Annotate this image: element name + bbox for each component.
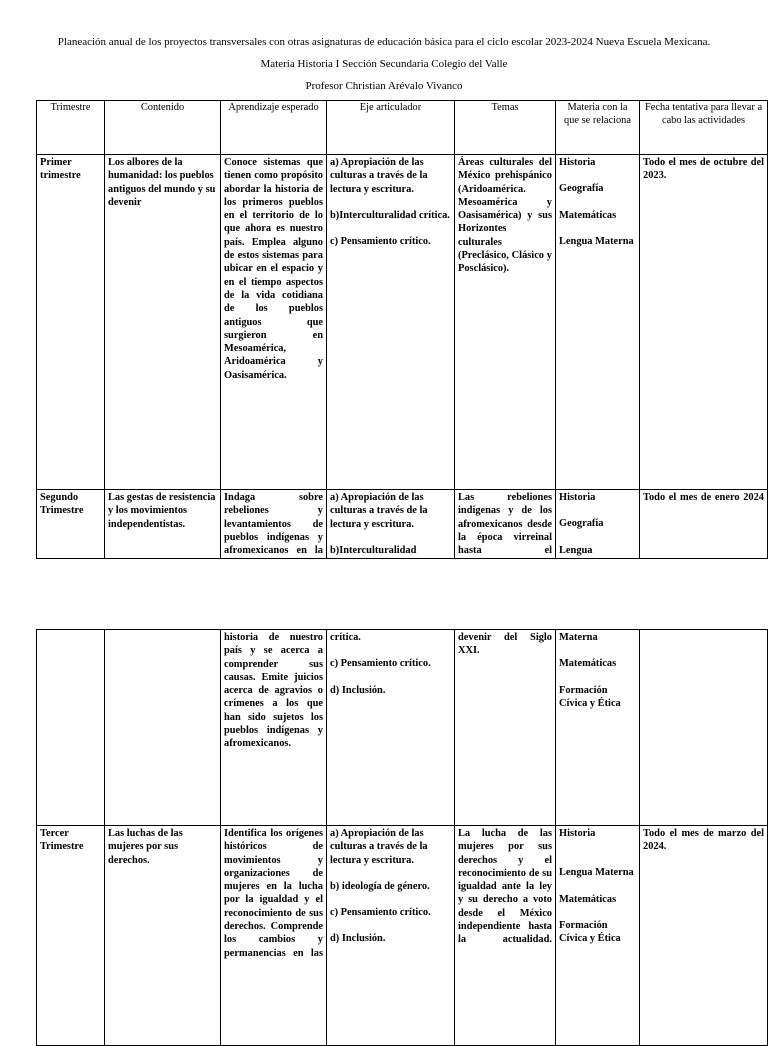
table-header-row	[37, 101, 768, 155]
cell-eje	[327, 826, 455, 1046]
cell-contenido: Las luchas de las mujeres por sus derechos.	[105, 826, 221, 1046]
column-header-fecha: Fecha tentativa para llevar a cabo las actividades	[640, 101, 768, 155]
cell-materia	[556, 155, 640, 490]
column-header-materia: Materia con la que se relaciona	[556, 101, 640, 155]
materia-item: Formación Cívica y Ética	[559, 684, 621, 709]
materia-item: Lengua	[559, 544, 593, 556]
cell-eje	[327, 490, 455, 559]
cell-aprendizaje: Indaga sobre rebeliones y levantamientos de pueblos indígenas y afromexicanos en la	[221, 490, 327, 559]
cell-materia	[556, 826, 640, 1046]
eje-item: a) Apropiación de las culturas a través de la lectura y escritura.	[330, 157, 428, 195]
cell-fecha: Todo el mes de octubre del 2023.	[640, 155, 768, 490]
eje-item: b)Interculturalidad	[330, 544, 417, 556]
cell-eje	[327, 630, 455, 826]
column-header-aprendizaje: Aprendizaje esperado	[221, 101, 327, 155]
document-teacher-line: Profesor Christian Arévalo Vivanco	[305, 80, 463, 92]
cell-contenido: Los albores de la humanidad: los pueblos antiguos del mundo y su devenir	[105, 155, 221, 490]
cell-fecha-empty	[640, 630, 768, 826]
materia-item: Formación Cívica y Ética	[559, 919, 621, 945]
eje-item: d) Inclusión.	[330, 933, 386, 945]
cell-trimestre-empty	[37, 630, 105, 826]
cell-aprendizaje: historia de nuestro país y se acerca a comprender sus causas. Emite juicios acerca de agravios o crímenes a los que han sido sujetos los pueblos indígenas y afromexicanos.	[221, 630, 327, 826]
cell-temas: Las rebeliones indígenas y de los afromexicanos desde la época virreinal hasta el	[455, 490, 556, 559]
column-header-eje: Eje articulador	[327, 101, 455, 155]
eje-item: d) Inclusión.	[330, 684, 386, 696]
eje-item: c) Pensamiento crítico.	[330, 907, 431, 919]
table-row-segundo-trimestre-continued	[37, 630, 768, 826]
eje-item: c) Pensamiento crítico.	[330, 236, 431, 248]
cell-aprendizaje: Identifica los orígenes históricos de movimientos y organizaciones de mujeres en la lucha por la igualdad y el reconocimiento de sus derechos. Comprende los cambios y permanencias en las	[221, 826, 327, 1046]
materia-item: Historia	[559, 828, 596, 839]
materia-item: Materna	[559, 632, 598, 643]
eje-item: a) Apropiación de las culturas a través de la lectura y escritura.	[330, 492, 428, 530]
table-row-tercer-trimestre	[37, 826, 768, 1046]
planning-table-page-1	[36, 100, 768, 559]
eje-item: b)Interculturalidad crítica.	[330, 209, 450, 221]
column-header-trimestre: Trimestre	[37, 101, 105, 155]
column-header-temas: Temas	[455, 101, 556, 155]
cell-temas: Áreas culturales del México prehispánico (Aridoamérica. Mesoamérica y Oasisamérica) y sus Horizontes culturales (Preclásico, Clásico y Posclásico).	[455, 155, 556, 490]
cell-temas: devenir del Siglo XXI.	[455, 630, 556, 826]
eje-item: crítica.	[330, 632, 361, 643]
column-header-contenido: Contenido	[105, 101, 221, 155]
cell-trimestre: Segundo Trimestre	[37, 490, 105, 559]
document-subject-line: Materia Historia I Sección Secundaria Colegio del Valle	[260, 58, 508, 70]
materia-item: Lengua Materna	[559, 235, 634, 247]
planning-table-page-2	[36, 629, 768, 1046]
cell-eje	[327, 155, 455, 490]
cell-temas: La lucha de las mujeres por sus derechos y el reconocimiento de su igualdad ante la ley y su derecho a voto desde el México independiente hasta la actualidad.	[455, 826, 556, 1046]
materia-item: Matemáticas	[559, 893, 617, 905]
cell-materia	[556, 630, 640, 826]
cell-trimestre: Primer trimestre	[37, 155, 105, 490]
materia-item: Historia	[559, 157, 596, 168]
materia-item: Matemáticas	[559, 209, 617, 221]
cell-contenido-empty	[105, 630, 221, 826]
cell-trimestre: Tercer Trimestre	[37, 826, 105, 1046]
eje-item: b) ideología de género.	[330, 880, 430, 892]
cell-contenido: Las gestas de resistencia y los movimientos independentistas.	[105, 490, 221, 559]
document-title: Planeación anual de los proyectos transversales con otras asignaturas de educación básica para el ciclo escolar 2023-2024 Nueva Escuela Mexicana.	[57, 36, 711, 48]
table-row-primer-trimestre	[37, 155, 768, 490]
cell-fecha: Todo el mes de marzo del 2024.	[640, 826, 768, 1046]
eje-item: c) Pensamiento crítico.	[330, 658, 431, 670]
materia-item: Matemáticas	[559, 658, 617, 670]
materia-item: Geografía	[559, 518, 604, 530]
table-row-segundo-trimestre	[37, 490, 768, 559]
cell-fecha: Todo el mes de enero 2024	[640, 490, 768, 559]
cell-aprendizaje: Conoce sistemas que tienen como propósito abordar la historia de los primeros pueblos en el territorio de lo que ahora es nuestro país. Emplea alguno de estos sistemas para ubicar en el espacio y en el tiempo aspectos de la vida cotidiana de los pueblos antiguos que surgieron en Mesoamérica, Aridoamérica y Oasisamérica.	[221, 155, 327, 490]
materia-item: Lengua Materna	[559, 867, 634, 879]
materia-item: Geografía	[559, 183, 604, 195]
eje-item: a) Apropiación de las culturas a través de la lectura y escritura.	[330, 828, 428, 866]
materia-item: Historia	[559, 492, 596, 503]
cell-materia	[556, 490, 640, 559]
